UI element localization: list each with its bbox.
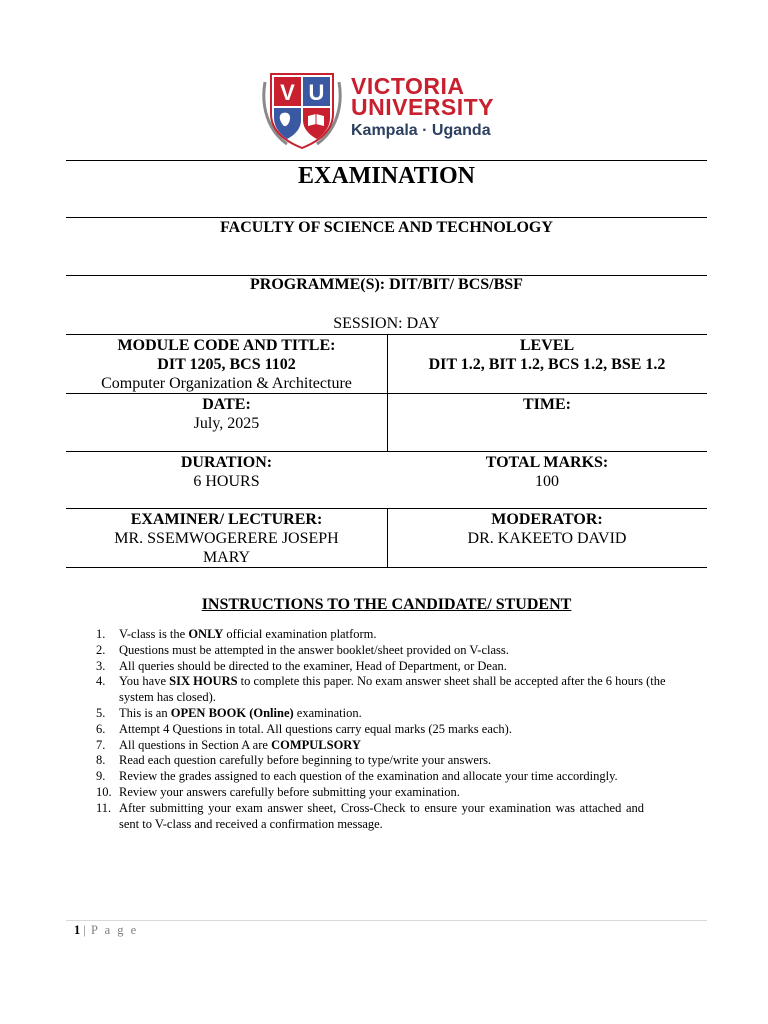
examiner-name: MR. SSEMWOGERERE JOSEPH [114, 530, 339, 547]
instruction-emphasis: COMPULSORY [271, 737, 361, 752]
module-heading: MODULE CODE AND TITLE: [117, 337, 336, 354]
instruction-item [96, 706, 696, 722]
instruction-text: V-class is the [119, 627, 189, 641]
level-heading: LEVEL [519, 337, 575, 354]
table-rule [66, 567, 707, 568]
instruction-item [96, 769, 696, 785]
instruction-item [96, 674, 696, 706]
instruction-text: Review your answers carefully before submitting your examination. [119, 784, 460, 799]
level-value: DIT 1.2, BIT 1.2, BCS 1.2, BSE 1.2 [428, 356, 666, 373]
instruction-text: All questions in Section A are [119, 737, 272, 752]
instruction-number: 4. [96, 674, 106, 689]
university-logo [259, 70, 509, 150]
instruction-item [96, 801, 696, 833]
instruction-text: Attempt 4 Questions in total. All questions carry equal marks (25 marks each). [119, 721, 512, 736]
svg-text:U: U [308, 80, 325, 105]
exam-title: EXAMINATION [298, 163, 475, 189]
instruction-text: Read each question carefully before beginning to type/write your answers. [119, 753, 492, 768]
rule [66, 160, 707, 161]
instruction-number: 3. [96, 658, 106, 673]
instruction-text: Questions must be attempted in the answer booklet/sheet provided on V-class. [119, 642, 509, 657]
instruction-text: After submitting your exam answer sheet, Cross-Check to ensure your examination was attached and sent to V-class and received a confirmation message. [119, 800, 644, 831]
programme-heading: PROGRAMME(S): DIT/BIT/ BCS/BSF [250, 276, 523, 293]
session-label: SESSION: DAY [333, 315, 440, 332]
instruction-item [96, 785, 696, 801]
instruction-text: All queries should be directed to the examiner, Head of Department, or Dean. [119, 658, 507, 673]
examiner-heading: EXAMINER/ LECTURER: [130, 511, 323, 528]
module-title: Computer Organization & Architecture [101, 375, 352, 392]
instruction-text: This is an [119, 705, 171, 720]
instruction-number: 10. [96, 784, 112, 799]
svg-text:V: V [280, 80, 295, 105]
moderator-heading: MODERATOR: [491, 511, 603, 528]
date-value: July, 2025 [193, 415, 260, 432]
date-cell [66, 395, 387, 433]
table-rule [66, 393, 707, 394]
examiner-cell [66, 510, 387, 567]
instruction-text: Review the grades assigned to each question of the examination and allocate your time accordingly. [119, 769, 618, 784]
instruction-item [96, 738, 696, 754]
instruction-number: 5. [96, 705, 106, 720]
page-label: P a g e [91, 923, 139, 937]
logo-line-location: Kampala · Uganda [351, 122, 491, 139]
moderator-cell [387, 510, 707, 548]
instruction-number: 1. [96, 627, 106, 641]
instruction-text-cont: examination. [293, 705, 362, 720]
total-marks-heading: TOTAL MARKS: [485, 454, 609, 471]
faculty-heading: FACULTY OF SCIENCE AND TECHNOLOGY [220, 219, 553, 236]
instruction-number: 9. [96, 769, 106, 784]
instruction-number: 7. [96, 737, 106, 752]
instruction-item [96, 722, 696, 738]
instruction-text-cont: official examination platform. [223, 627, 377, 641]
rule [66, 217, 707, 218]
duration-cell [66, 453, 387, 491]
instruction-number: 6. [96, 721, 106, 736]
logo-line-university: UNIVERSITY [351, 94, 495, 120]
duration-value: 6 HOURS [193, 473, 260, 490]
instruction-item [96, 753, 696, 769]
instruction-emphasis: ONLY [188, 627, 224, 641]
instruction-text-cont: to complete this paper. No exam answer sheet shall be accepted after the 6 hours (the system has closed). [119, 674, 666, 705]
level-cell [387, 336, 707, 374]
instruction-item [96, 659, 696, 675]
instruction-emphasis: SIX HOURS [169, 674, 238, 689]
instruction-item [96, 643, 696, 659]
total-marks-value: 100 [535, 473, 559, 490]
instruction-number: 2. [96, 642, 106, 657]
module-codes: DIT 1205, BCS 1102 [157, 356, 296, 373]
instruction-number: 11. [96, 800, 112, 815]
table-rule [66, 451, 707, 452]
university-wordmark [351, 73, 495, 141]
instruction-number: 8. [96, 753, 106, 768]
time-cell [387, 395, 707, 414]
time-heading: TIME: [523, 396, 571, 413]
moderator-name: DR. KAKEETO DAVID [467, 530, 627, 547]
total-marks-cell [387, 453, 707, 491]
instructions-list [96, 627, 696, 832]
instruction-emphasis: OPEN BOOK (Online) [170, 705, 294, 720]
logo-line-victoria: VICTORIA [351, 73, 465, 99]
examiner-name-cont: MARY [202, 549, 251, 566]
page-number: 1 [74, 923, 81, 937]
university-crest-icon [259, 70, 345, 150]
instruction-text: You have [119, 674, 170, 689]
footer-rule [66, 920, 707, 921]
instruction-item [96, 627, 696, 643]
page-footer [74, 923, 138, 938]
instructions-title: INSTRUCTIONS TO THE CANDIDATE/ STUDENT [201, 596, 572, 613]
duration-heading: DURATION: [180, 454, 273, 471]
footer-separator: | [83, 923, 88, 937]
date-heading: DATE: [202, 396, 251, 413]
